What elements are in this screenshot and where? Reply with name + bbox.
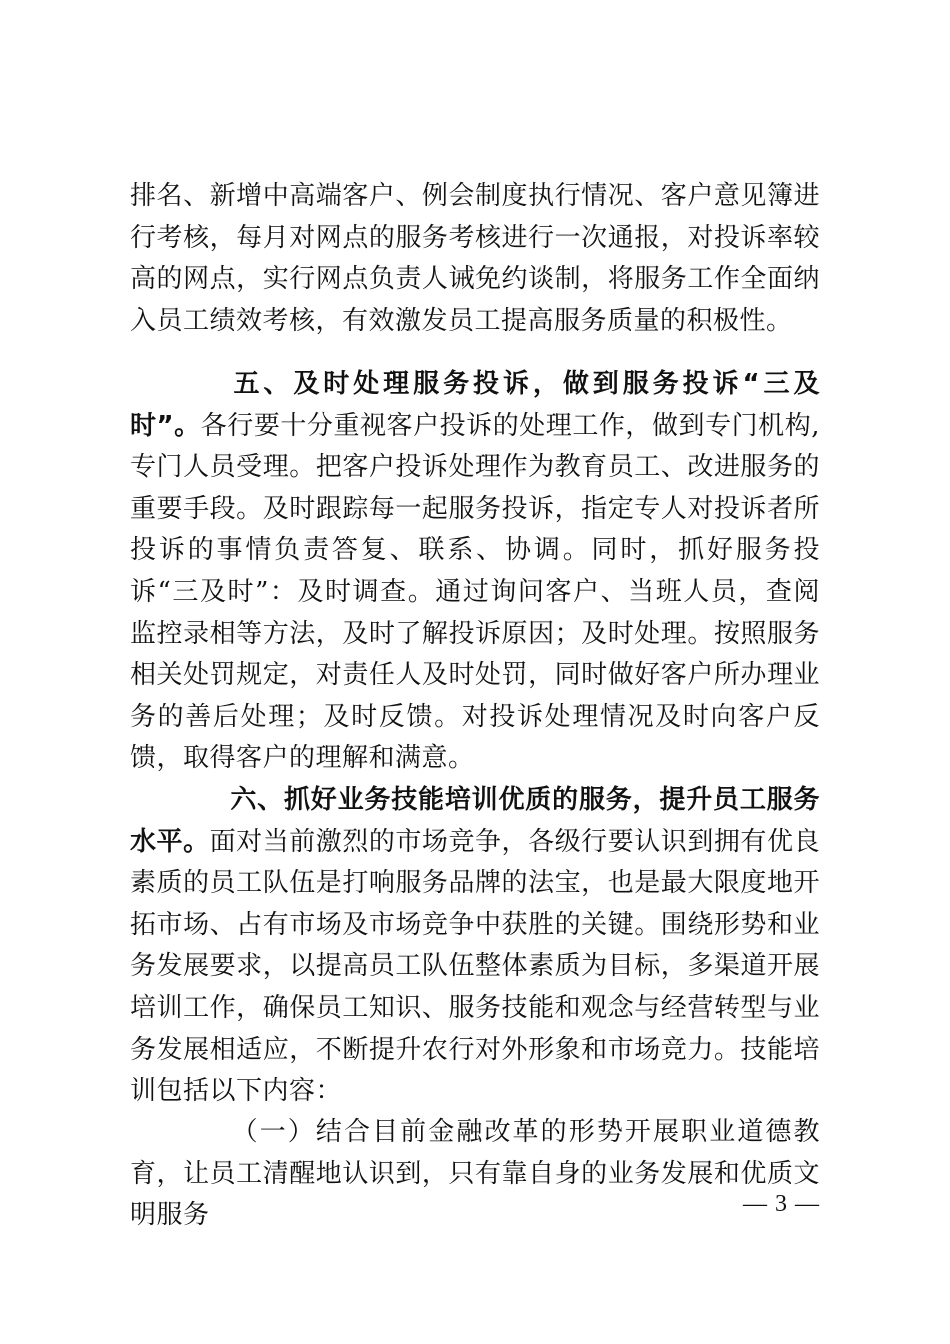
paragraph-text: 排名、新增中高端客户、例会制度执行情况、客户意见簿进行考核，每月对网点的服务考核进行一次通报，对投诉率较高的网点，实行网点负责人诫免约谈制，将服务工作全面纳入员工绩效考核，有效激发员工提高服务质量的积极性。 — [130, 181, 820, 336]
section-5-paragraph — [130, 364, 820, 780]
section-5-body: 各行要十分重视客户投诉的处理工作，做到专门机构,专门人员受理。把客户投诉处理作为教育员工、改进服务的重要手段。及时跟踪每一起服务投诉，指定专人对投诉者所投诉的事情负责答复、联系、协调。同时，抓好服务投诉“三及时”：及时调查。通过询问客户、当班人员，查阅监控录相等方法，及时了解投诉原因；及时处理。按照服务相关处罚规定，对责任人及时处罚，同时做好客户所办理业务的善后处理；及时反馈。对投诉处理情况及时向客户反馈，取得客户的理解和满意。 — [130, 410, 821, 774]
section-6-paragraph — [130, 780, 820, 1113]
item-1-paragraph — [130, 1112, 820, 1237]
item-1-text: （一）结合目前金融改革的形势开展职业道德教育，让员工清醒地认识到，只有靠自身的业务发展和优质文明服务 — [130, 1117, 820, 1231]
section-6-body: 面对当前激烈的市场竞争，各级行要认识到拥有优良素质的员工队伍是打响服务品牌的法宝，也是最大限度地开拓市场、占有市场及市场竞争中获胜的关键。围绕形势和业务发展要求，以提高员工队伍整体素质为目标，多渠道开展培训工作，确保员工知识、服务技能和观念与经营转型与业务发展相适应，不断提升农行对外形象和市场竞力。技能培训包括以下内容： — [130, 826, 820, 1107]
section-5-heading: 五、及时处理服务投诉，做到服务投诉“三及时”。 — [130, 369, 820, 441]
paragraph-continued — [130, 176, 820, 342]
page-number: — 3 — — [743, 1191, 820, 1217]
section-6-heading: 六、抓好业务技能培训优质的服务，提升员工服务水平。 — [130, 785, 820, 857]
